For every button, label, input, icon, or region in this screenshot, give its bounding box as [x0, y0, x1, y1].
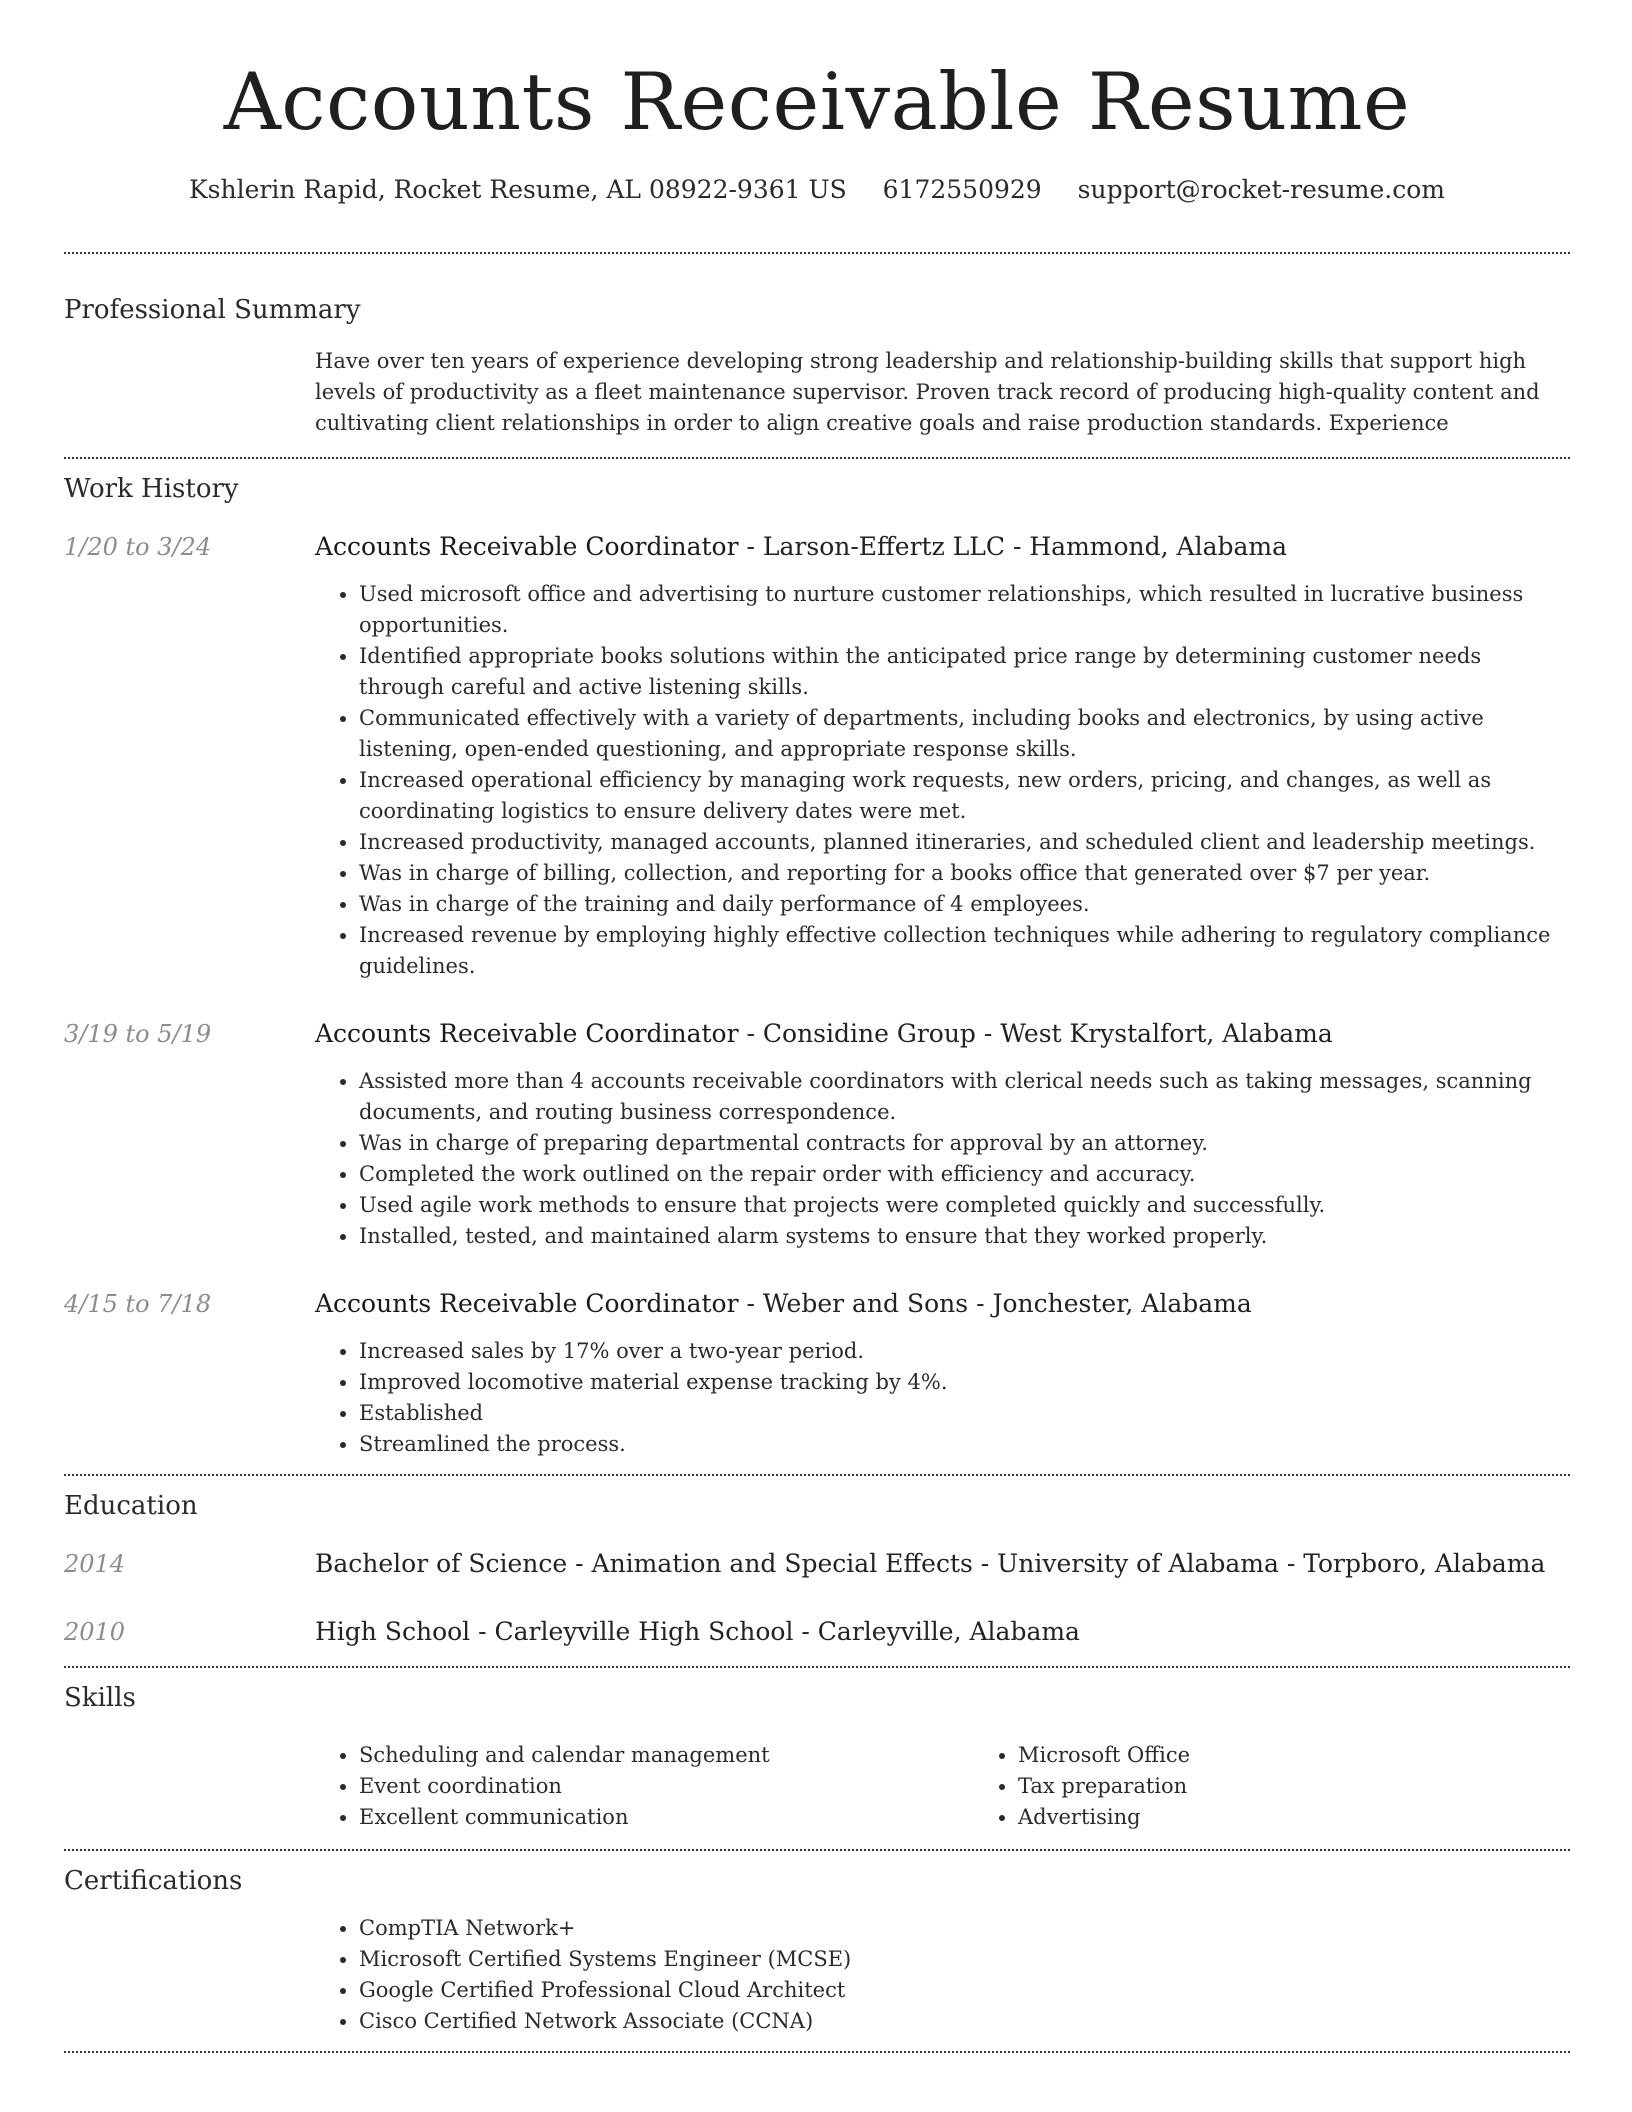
list-item: • Scheduling and calendar management [359, 1740, 974, 1771]
education-school: - University of Alabama - Torpboro, Alabama [972, 1549, 1546, 1578]
list-item: • Used agile work methods to ensure that projects were completed quickly and successfully. [359, 1190, 1570, 1221]
list-item: • Identified appropriate books solutions within the anticipated price range by determining customer needs through careful and active listening skills. [359, 641, 1570, 703]
education-degree: High School [315, 1617, 471, 1646]
list-item: • Increased productivity, managed accounts, planned itineraries, and scheduled client and leadership meetings. [359, 827, 1570, 858]
list-item: • Established [359, 1398, 1570, 1429]
education-title [315, 1546, 1570, 1582]
list-item: • Increased operational efficiency by managing work requests, new orders, pricing, and changes, as well as coordinating logistics to ensure delivery dates were met. [359, 765, 1570, 827]
job-title [315, 1286, 1570, 1322]
education-section [64, 1476, 1570, 1650]
job-entry [64, 1286, 1570, 1460]
list-item: • Excellent communication [359, 1802, 974, 1833]
skills-grid [315, 1726, 1632, 1833]
list-item: • Installed, tested, and maintained alarm systems to ensure that they worked properly. [359, 1221, 1570, 1252]
list-item: • CompTIA Network+ [359, 1913, 1570, 1944]
job-employer: - Weber and Sons - Jonchester, Alabama [738, 1289, 1252, 1318]
education-year: 2010 [64, 1618, 126, 1646]
job-bullets [315, 579, 1570, 982]
list-item: • Was in charge of billing, collection, and reporting for a books office that generated over $7 per year. [359, 858, 1570, 889]
skills-heading: Skills [64, 1683, 136, 1713]
job-dates: 3/19 to 5/19 [64, 1020, 212, 1048]
list-item: • Event coordination [359, 1771, 974, 1802]
list-item: • Used microsoft office and advertising to nurture customer relationships, which resulted in lucrative business opportunities. [359, 579, 1570, 641]
list-item: • Microsoft Certified Systems Engineer (MCSE) [359, 1944, 1570, 1975]
summary-spacer [64, 346, 315, 439]
education-entry [64, 1546, 1570, 1582]
list-item: • Was in charge of preparing departmental contracts for approval by an attorney. [359, 1128, 1570, 1159]
list-item: • Microsoft Office [1018, 1740, 1632, 1771]
summary-section [64, 254, 1570, 439]
skills-list-left [315, 1740, 974, 1833]
contact-line [64, 170, 1570, 210]
job-role: Accounts Receivable Coordinator [315, 1289, 739, 1318]
list-item: • Increased sales by 17% over a two-year period. [359, 1336, 1570, 1367]
education-year: 2014 [64, 1550, 126, 1578]
certifications-section [64, 1851, 1570, 2037]
job-role: Accounts Receivable Coordinator [315, 532, 739, 561]
job-dates: 1/20 to 3/24 [64, 533, 212, 561]
resume-page [64, 0, 1570, 2053]
job-employer: - Considine Group - West Krystalfort, Alabama [738, 1019, 1333, 1048]
skills-section [64, 1668, 1570, 1833]
list-item: • Increased revenue by employing highly effective collection techniques while adhering to regulatory compliance guidelines. [359, 920, 1570, 982]
job-employer: - Larson-Effertz LLC - Hammond, Alabama [738, 532, 1288, 561]
job-dates: 4/15 to 7/18 [64, 1290, 212, 1318]
job-role: Accounts Receivable Coordinator [315, 1019, 739, 1048]
job-entry [64, 1016, 1570, 1252]
list-item: • Advertising [1018, 1802, 1632, 1833]
education-degree: Bachelor of Science - Animation and Special Effects [315, 1549, 973, 1578]
skills-spacer [64, 1726, 315, 1833]
list-item: • Communicated effectively with a variety of departments, including books and electronics, by using active listening, open-ended questioning, and appropriate response skills. [359, 703, 1570, 765]
list-item: • Streamlined the process. [359, 1429, 1570, 1460]
certifications-heading: Certifications [64, 1866, 243, 1896]
education-title [315, 1614, 1570, 1650]
work-history-section [64, 459, 1570, 1460]
page-title: Accounts Receivable Resume [223, 56, 1411, 148]
list-item: • Google Certified Professional Cloud Architect [359, 1975, 1570, 2006]
list-item: • Improved locomotive material expense tracking by 4%. [359, 1367, 1570, 1398]
list-item: • Was in charge of the training and daily performance of 4 employees. [359, 889, 1570, 920]
job-entry [64, 529, 1570, 982]
education-school: - Carleyville High School - Carleyville, Alabama [470, 1617, 1080, 1646]
summary-text: Have over ten years of experience developing strong leadership and relationship-building skills that support high levels of productivity as a fleet maintenance supervisor. Proven track record of producing high-quality content and cultivating client relationships in order to align creative goals and raise production standards. Experience [315, 349, 1540, 435]
job-bullets [315, 1336, 1570, 1460]
certifications-spacer [64, 1909, 315, 2037]
summary-heading: Professional Summary [64, 295, 361, 325]
work-history-heading: Work History [64, 474, 239, 504]
education-entry [64, 1614, 1570, 1650]
list-item: • Tax preparation [1018, 1771, 1632, 1802]
education-heading: Education [64, 1491, 198, 1521]
list-item: • Assisted more than 4 accounts receivable coordinators with clerical needs such as taking messages, scanning documents, and routing business correspondence. [359, 1066, 1570, 1128]
contact-address: Kshlerin Rapid, Rocket Resume, AL 08922-9361 US [189, 175, 847, 204]
contact-email: support@rocket-resume.com [1077, 175, 1445, 204]
list-item: • Completed the work outlined on the repair order with efficiency and accuracy. [359, 1159, 1570, 1190]
list-item: • Cisco Certified Network Associate (CCNA) [359, 2006, 1570, 2037]
contact-phone: 6172550929 [882, 175, 1042, 204]
job-bullets [315, 1066, 1570, 1252]
skills-list-right [974, 1740, 1632, 1833]
divider [64, 2051, 1570, 2053]
certifications-list [315, 1913, 1570, 2037]
job-title [315, 1016, 1570, 1052]
job-title [315, 529, 1570, 565]
